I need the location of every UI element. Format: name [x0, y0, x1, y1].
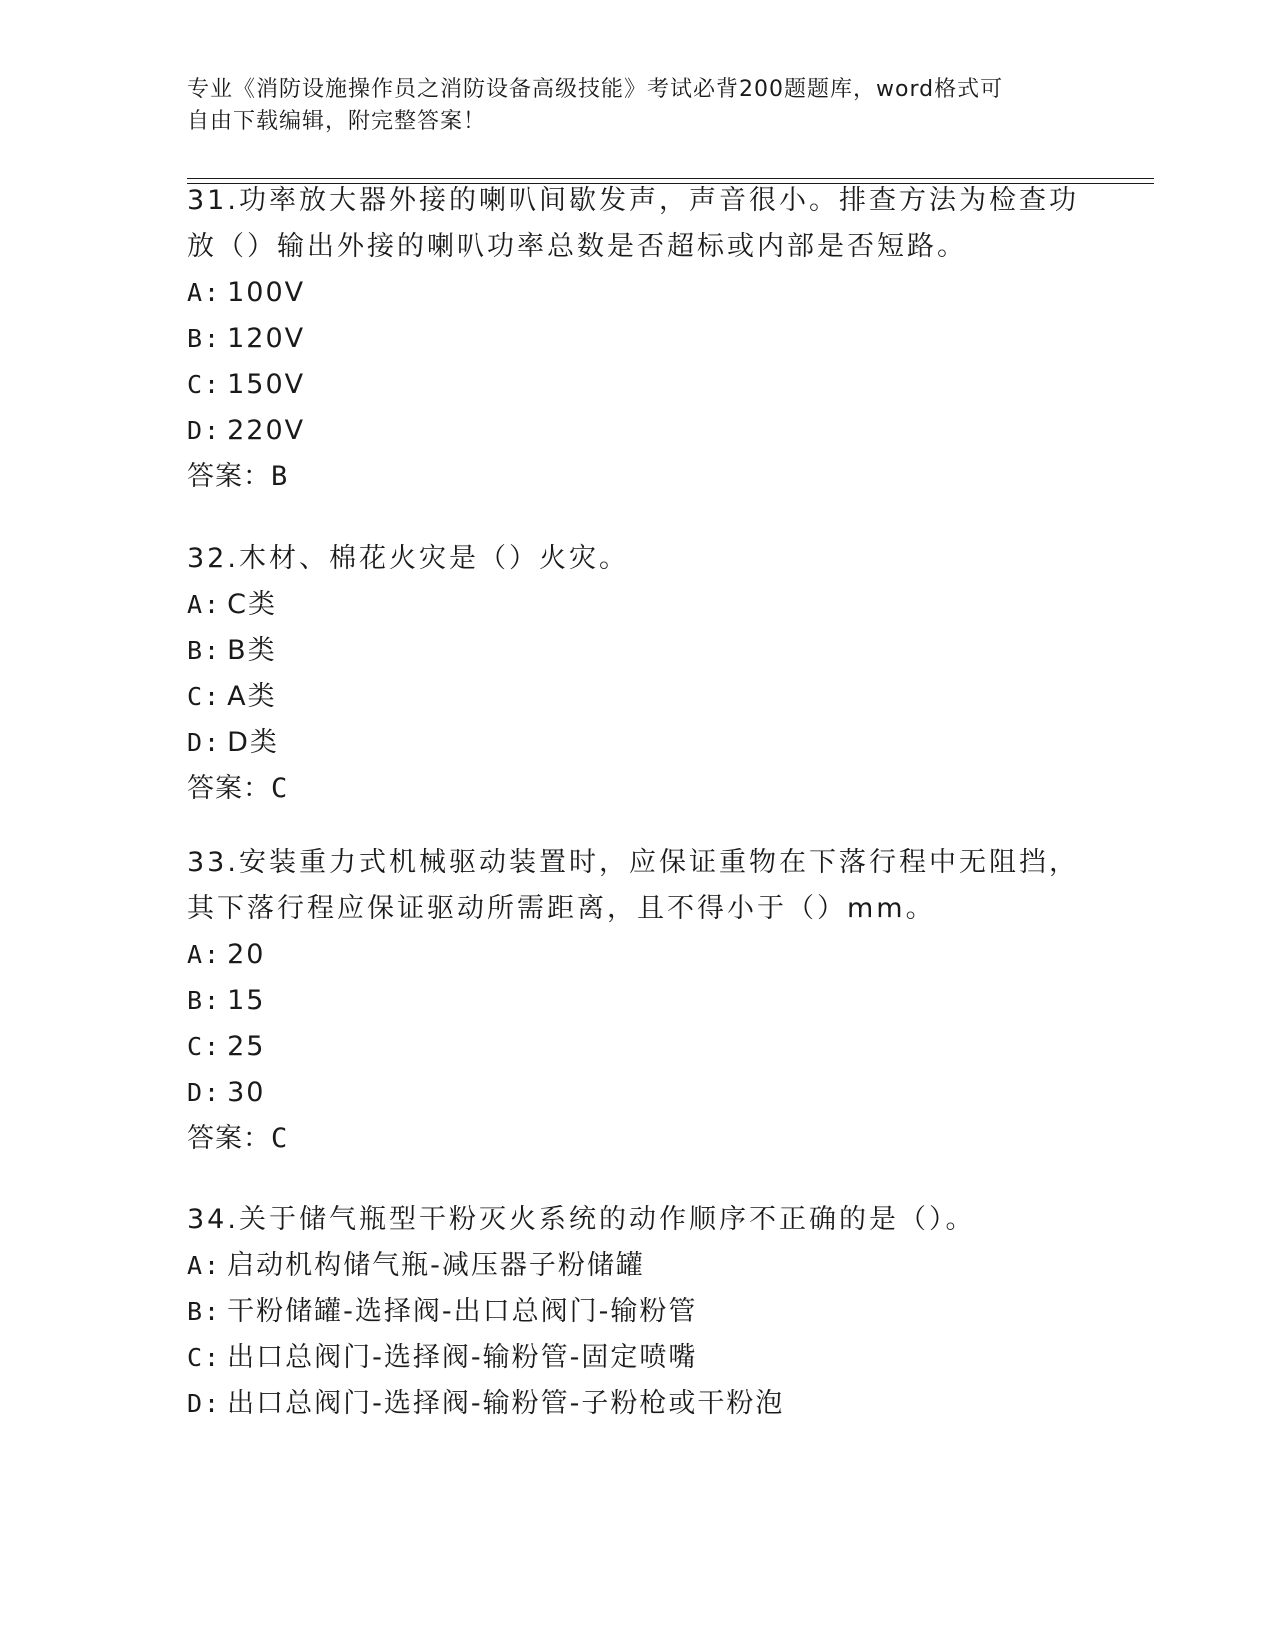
- option-b: [187, 1289, 1087, 1335]
- option-key: B:: [187, 1297, 222, 1326]
- option-a: [187, 932, 1087, 978]
- option-key: A:: [187, 278, 222, 307]
- option-key: C:: [187, 1032, 222, 1061]
- option-key: D:: [187, 1389, 222, 1418]
- option-text: D类: [227, 727, 279, 758]
- option-d: [187, 408, 1087, 454]
- option-a: [187, 582, 1087, 628]
- header-line-1: 专业《消防设施操作员之消防设备高级技能》考试必背200题题库，word格式可: [187, 77, 1004, 102]
- option-text: B类: [227, 635, 277, 666]
- option-c: [187, 674, 1087, 720]
- option-c: [187, 1024, 1087, 1070]
- answer-value: B: [271, 461, 289, 492]
- option-key: B:: [187, 636, 222, 665]
- answer-label: 答案：: [187, 773, 271, 804]
- option-key: A:: [187, 940, 222, 969]
- answer: [187, 766, 1087, 812]
- option-a: [187, 270, 1087, 316]
- question-32: [187, 536, 1087, 812]
- question-34: [187, 1197, 1087, 1427]
- question-stem: 32.木材、棉花火灾是（）火灾。: [187, 543, 629, 574]
- option-b: [187, 978, 1087, 1024]
- question-31: [187, 178, 1087, 500]
- answer-value: C: [271, 773, 289, 804]
- question-stem: 33.安装重力式机械驱动装置时，应保证重物在下落行程中无阻挡，其下落行程应保证驱动所需距离，且不得小于（）mm。: [187, 847, 1079, 924]
- option-text: 30: [227, 1077, 266, 1108]
- option-b: [187, 628, 1087, 674]
- option-text: 出口总阀门-选择阀-输粉管-子粉枪或干粉泡: [227, 1388, 785, 1419]
- option-c: [187, 1335, 1087, 1381]
- option-key: C:: [187, 370, 222, 399]
- answer: [187, 1116, 1087, 1162]
- header-line-2: 自由下载编辑，附完整答案！: [187, 109, 487, 134]
- answer-label: 答案：: [187, 1123, 271, 1154]
- option-d: [187, 720, 1087, 766]
- option-d: [187, 1381, 1087, 1427]
- answer-label: 答案：: [187, 461, 271, 492]
- option-text: 120V: [227, 323, 306, 354]
- option-text: 15: [227, 985, 266, 1016]
- option-key: D:: [187, 416, 222, 445]
- document-header: [187, 74, 1087, 138]
- option-key: A:: [187, 590, 222, 619]
- option-b: [187, 316, 1087, 362]
- option-text: 220V: [227, 415, 306, 446]
- option-text: 干粉储罐-选择阀-出口总阀门-输粉管: [227, 1296, 698, 1327]
- option-text: C类: [227, 589, 277, 620]
- option-key: D:: [187, 728, 222, 757]
- option-key: A:: [187, 1251, 222, 1280]
- option-key: C:: [187, 682, 222, 711]
- option-key: C:: [187, 1343, 222, 1372]
- answer-value: C: [271, 1123, 289, 1154]
- option-text: 150V: [227, 369, 306, 400]
- option-text: 出口总阀门-选择阀-输粉管-固定喷嘴: [227, 1342, 698, 1373]
- option-key: D:: [187, 1078, 222, 1107]
- option-text: A类: [227, 681, 277, 712]
- option-key: B:: [187, 324, 222, 353]
- question-33: [187, 840, 1087, 1162]
- option-text: 20: [227, 939, 266, 970]
- question-stem: 31.功率放大器外接的喇叭间歇发声，声音很小。排查方法为检查功放（）输出外接的喇叭功率总数是否超标或内部是否短路。: [187, 185, 1079, 262]
- option-key: B:: [187, 986, 222, 1015]
- option-d: [187, 1070, 1087, 1116]
- question-stem: 34.关于储气瓶型干粉灭火系统的动作顺序不正确的是（）。: [187, 1204, 976, 1235]
- option-text: 25: [227, 1031, 266, 1062]
- option-a: [187, 1243, 1087, 1289]
- answer: [187, 454, 1087, 500]
- option-text: 启动机构储气瓶-减压器子粉储罐: [227, 1250, 645, 1281]
- option-text: 100V: [227, 277, 306, 308]
- option-c: [187, 362, 1087, 408]
